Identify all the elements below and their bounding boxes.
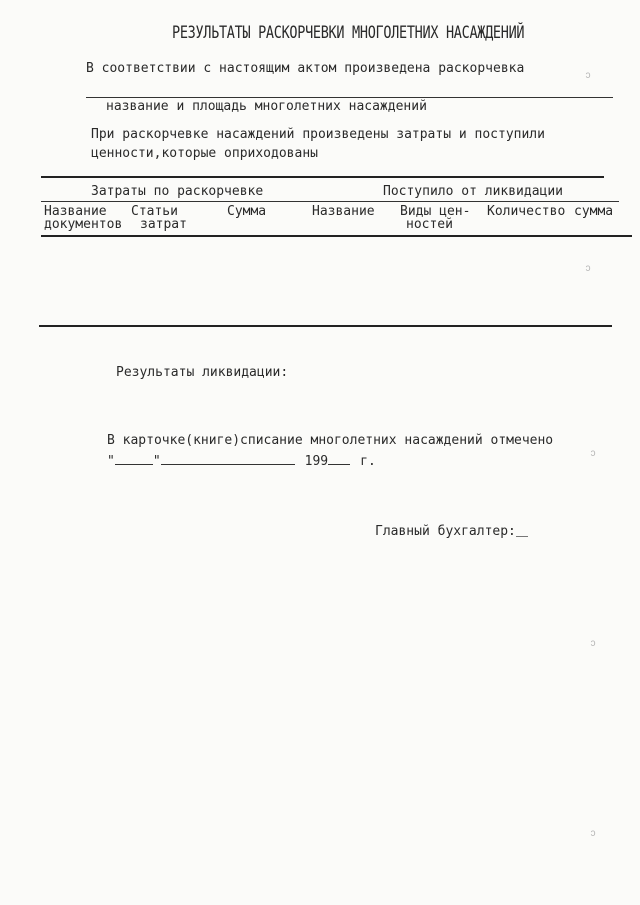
header-col-name: Название [312, 204, 375, 219]
intro-line: В соответствии с настоящим актом произведена раскорчевка [86, 61, 525, 76]
scan-speck: ↄ [585, 263, 592, 274]
caption-name-area: название и площадь многолетних насаждений [106, 99, 427, 114]
date-year-prefix: 199 [304, 454, 329, 469]
header-col-amount: сумма [574, 204, 614, 219]
scan-speck: ↄ [585, 70, 592, 81]
date-day-blank [115, 452, 153, 465]
card-line: В карточке(книге)списание многолетних насаждений отмечено [107, 433, 554, 448]
table-group-income: Поступило от ликвидации [383, 184, 564, 199]
table-header-rule [41, 235, 632, 237]
header-col-cost-items-1: Статьи [131, 204, 178, 219]
scan-speck: ↄ [590, 638, 597, 649]
table-top-rule [41, 176, 604, 178]
header-col-cost-items-2: затрат [140, 217, 187, 232]
date-year-blank [328, 452, 350, 465]
costs-line-2: ценности,которые оприходованы [91, 146, 318, 161]
date-quote-close: " [152, 454, 161, 469]
chief-accountant-label: Главный бухгалтер: [375, 524, 516, 539]
header-col-name-docs-2: документов [44, 217, 123, 232]
header-col-quantity: Количество [487, 204, 566, 219]
scan-speck: ↄ [590, 448, 597, 459]
date-quote-open: " [107, 454, 115, 469]
document-title: РЕЗУЛЬТАТЫ РАСКОРЧЕВКИ МНОГОЛЕТНИХ НАСАЖДЕНИЙ [172, 22, 525, 43]
table-group-rule [41, 201, 619, 202]
scan-speck: ↄ [590, 828, 597, 839]
table-group-costs: Затраты по раскорчевке [91, 184, 264, 199]
date-line [107, 452, 376, 469]
results-label: Результаты ликвидации: [116, 365, 289, 380]
header-col-sum: Сумма [227, 204, 267, 219]
table-bottom-rule [39, 325, 612, 327]
date-month-blank [161, 452, 295, 465]
date-year-suffix: г. [360, 454, 376, 469]
costs-line-1: При раскорчевке насаждений произведены затраты и поступили [91, 127, 545, 142]
header-col-value-types-2: ностей [406, 217, 453, 232]
header-col-value-types-1: Виды цен- [400, 204, 471, 219]
header-col-name-docs-1: Название [44, 204, 107, 219]
fill-line-name-area [86, 97, 613, 98]
signature-line [516, 536, 528, 537]
